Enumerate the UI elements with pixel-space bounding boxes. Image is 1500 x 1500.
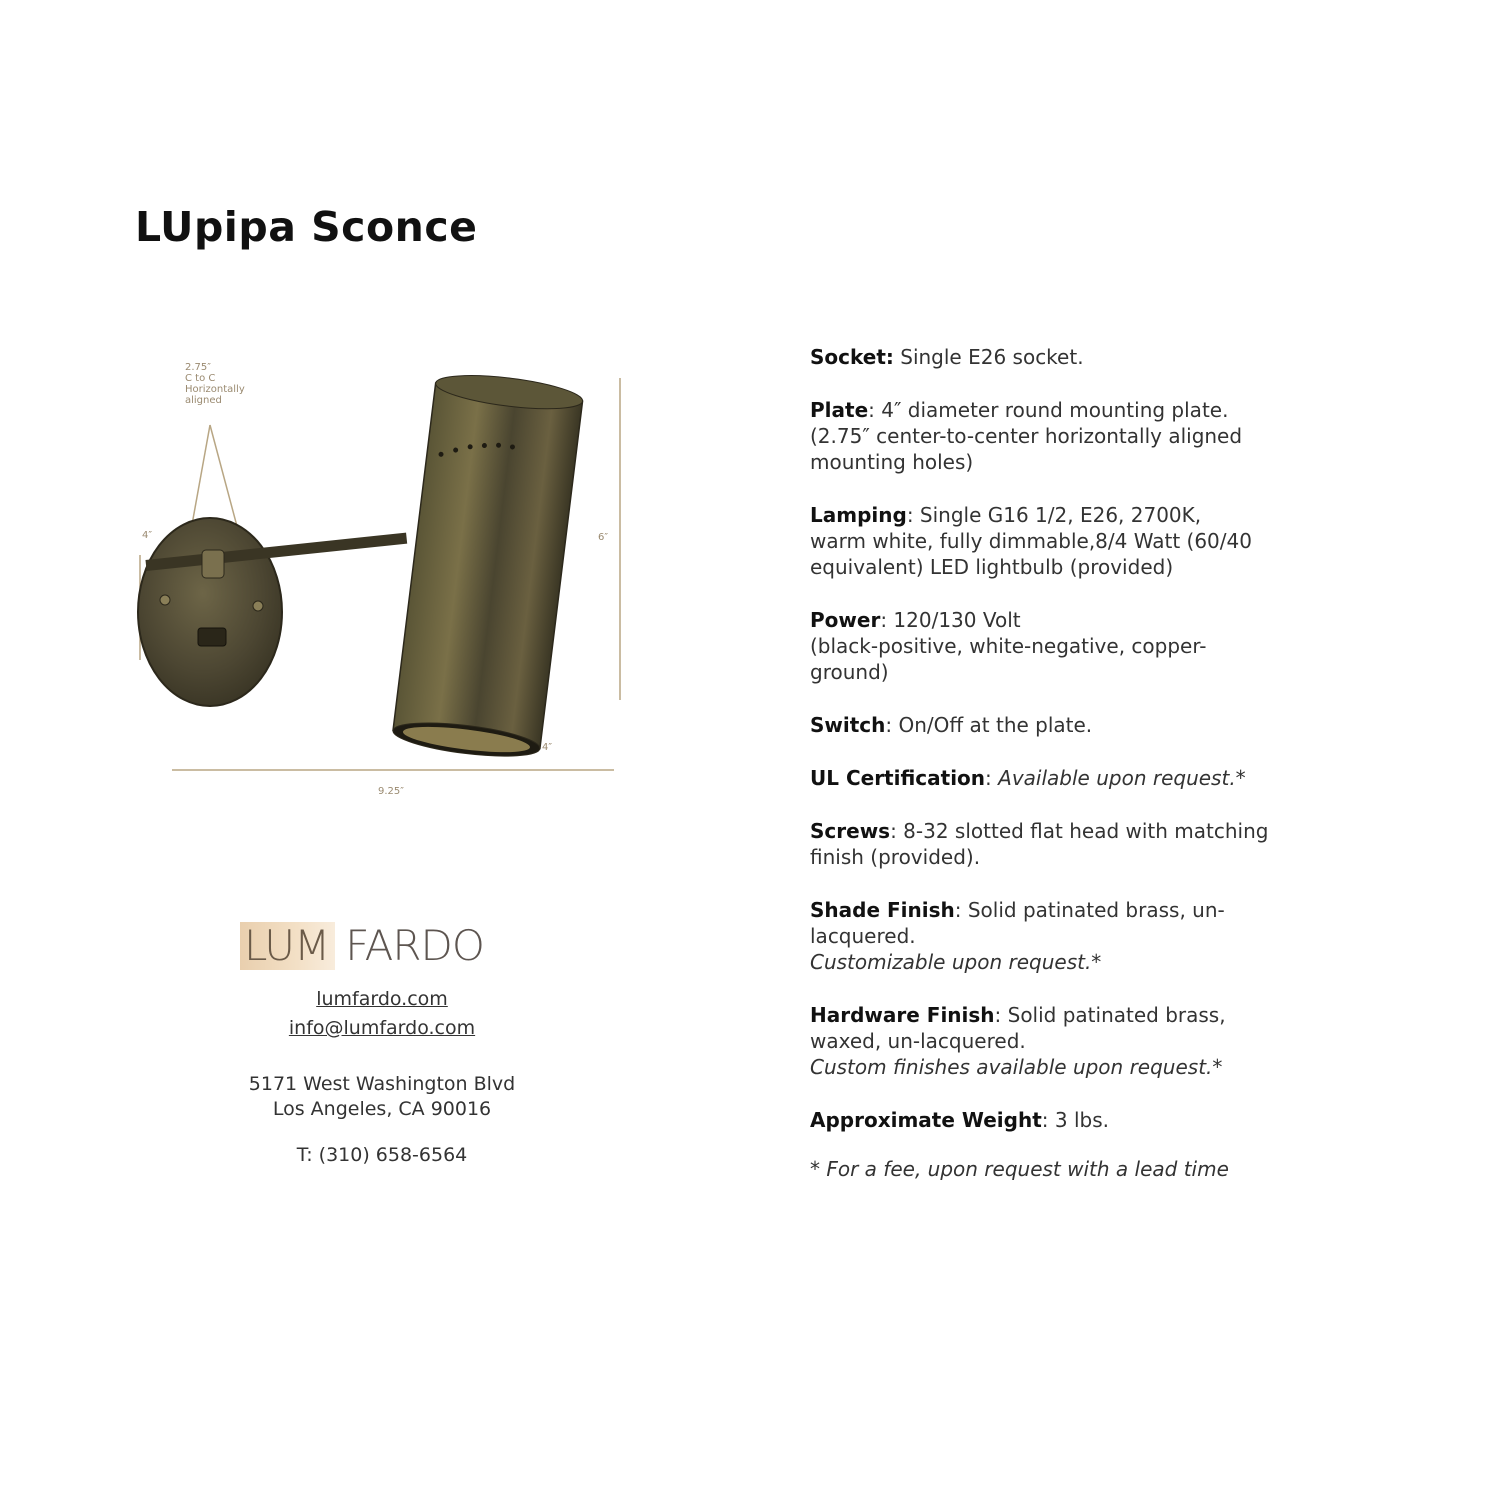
- spec-power: Power: 120/130 Volt (black-positive, white-negative, copper-ground): [810, 608, 1207, 684]
- product-drawing: [120, 350, 640, 810]
- dim-plate-label: 4″: [142, 530, 153, 541]
- email-link[interactable]: info@lumfardo.com: [288, 1017, 476, 1039]
- dim-holes-label: 2.75″ C to C Horizontally aligned: [185, 362, 245, 406]
- spec-weight: Approximate Weight: 3 lbs.: [810, 1108, 1109, 1132]
- dim-height-label: 6″: [598, 532, 609, 543]
- logo-lum: LUM: [240, 922, 335, 970]
- phone: T: (310) 658-6564: [296, 1144, 468, 1166]
- address-line2: Los Angeles, CA 90016: [272, 1098, 492, 1120]
- spec-screws: Screws: 8-32 slotted flat head with matching finish (provided).: [810, 819, 1269, 869]
- spec-switch: Switch: On/Off at the plate.: [810, 713, 1093, 737]
- footnote: * For a fee, upon request with a lead time: [810, 1157, 1229, 1181]
- mounting-plate: [138, 518, 282, 706]
- sconce-illustration: [120, 350, 640, 810]
- shade: [391, 369, 584, 762]
- screw-right: [253, 601, 263, 611]
- switch: [198, 628, 226, 646]
- spec-list: [810, 344, 1280, 1182]
- arm-collar: [202, 550, 224, 578]
- logo-fardo: FARDO: [345, 921, 484, 970]
- dim-shade-label: 4″: [542, 742, 553, 753]
- spec-shade-finish: Shade Finish: Solid patinated brass, un- lacquered. Customizable upon request.*: [810, 898, 1225, 974]
- spec-hardware-finish: Hardware Finish: Solid patinated brass, waxed, un-lacquered. Custom finishes available upon request.*: [810, 1003, 1226, 1079]
- dim-width-label: 9.25″: [378, 786, 405, 797]
- screw-left: [160, 595, 170, 605]
- page-title: LUpipa Sconce: [135, 203, 478, 251]
- spec-ul-certification: UL Certification: Available upon request.*: [810, 766, 1246, 790]
- spec-socket: Socket: Single E26 socket.: [810, 345, 1084, 369]
- spec-plate: Plate: 4″ diameter round mounting plate. (2.75″ center-to-center horizontally aligned mounting holes): [810, 398, 1243, 474]
- address-line1: 5171 West Washington Blvd: [248, 1073, 516, 1095]
- website-link[interactable]: lumfardo.com: [316, 988, 448, 1010]
- spec-lamping: Lamping: Single G16 1/2, E26, 2700K, warm white, fully dimmable,8/4 Watt (60/40 equivalent) LED lightbulb (provided): [810, 503, 1252, 579]
- company-logo: [240, 922, 484, 970]
